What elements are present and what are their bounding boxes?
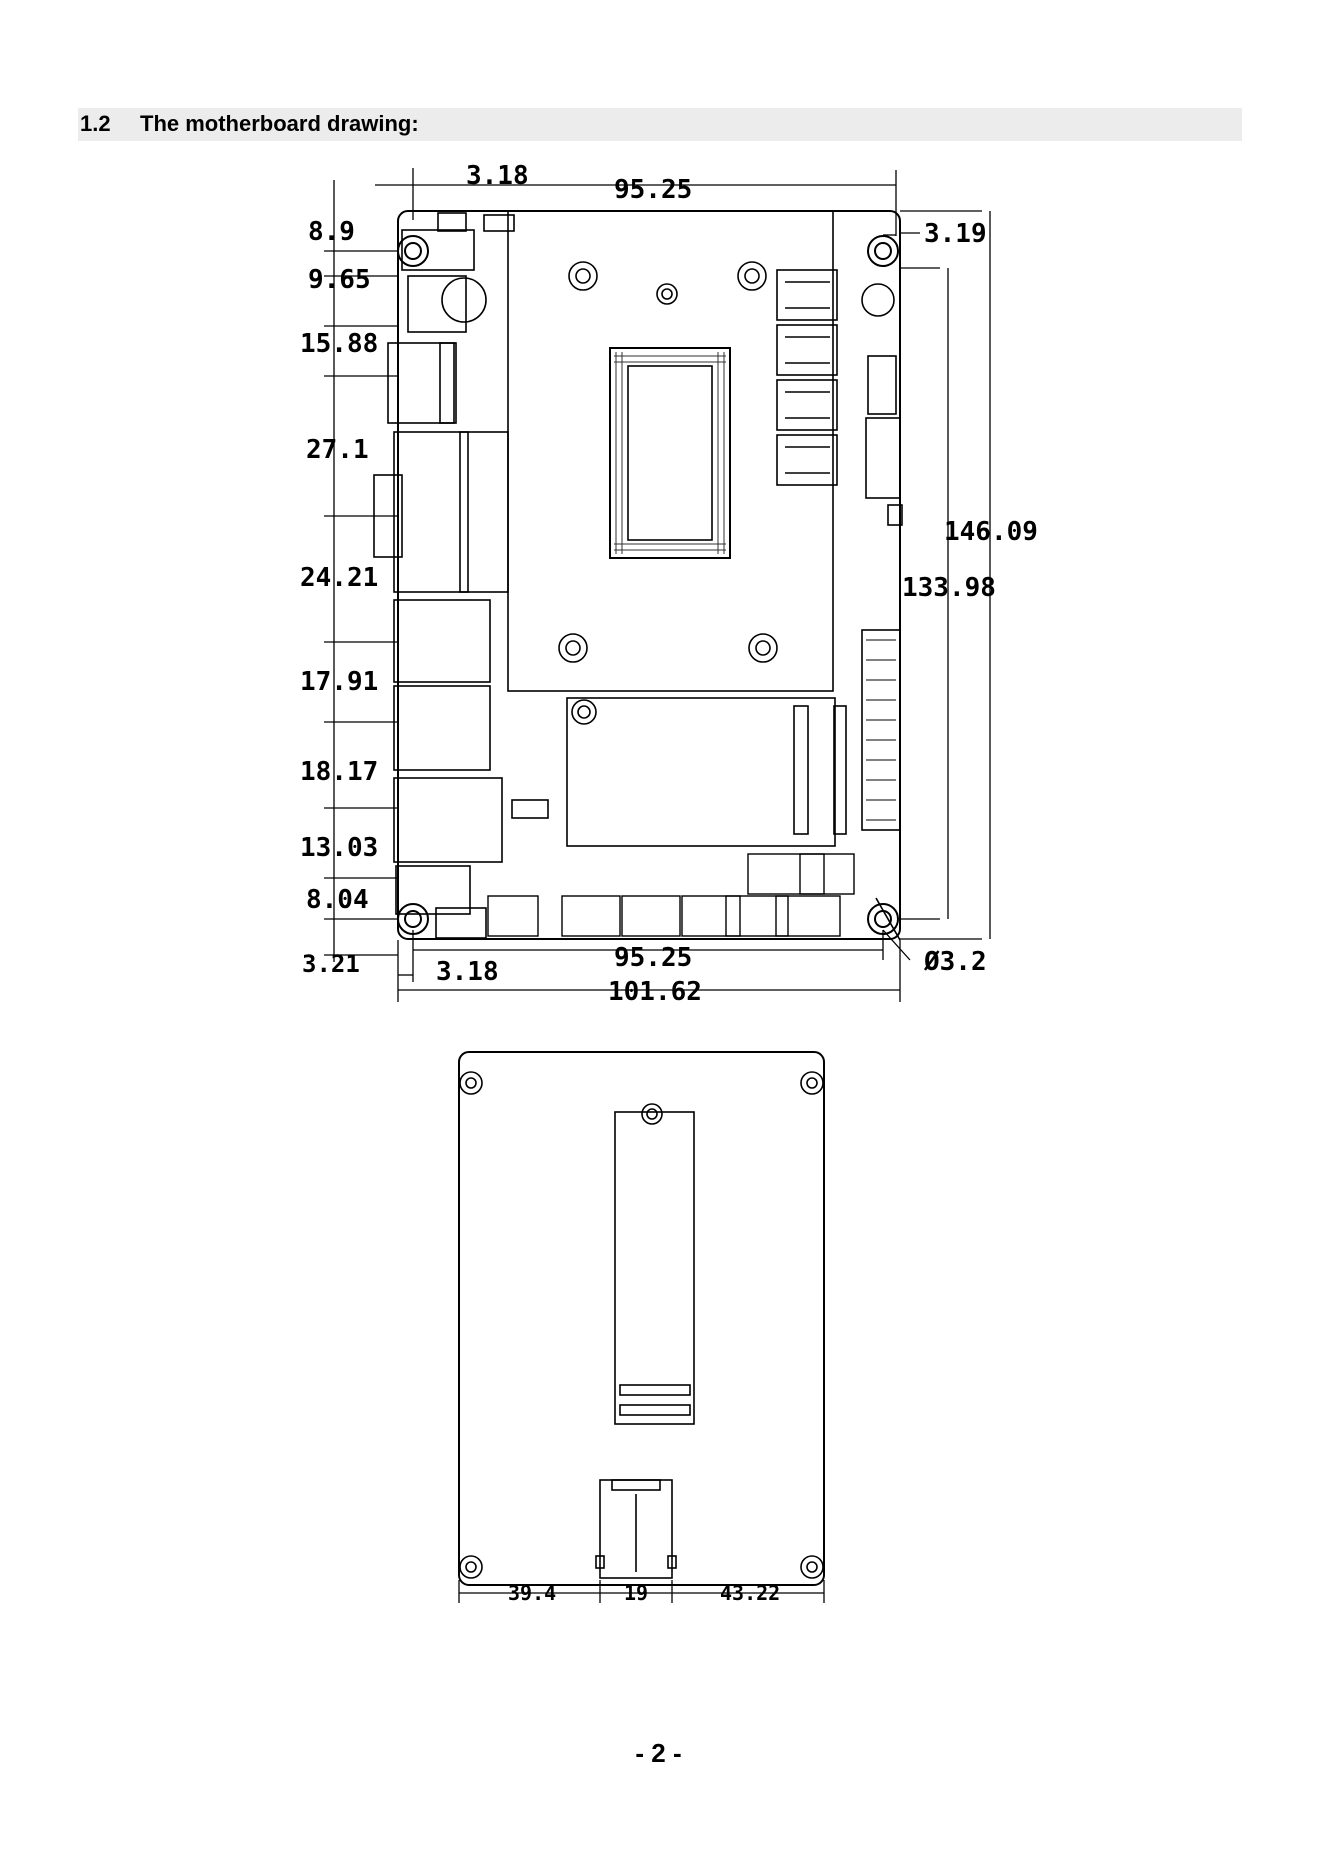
dim-height-inner: 133.98 <box>902 573 996 603</box>
dim-right-offset: 3.19 <box>924 219 987 249</box>
dim-left-5: 24.21 <box>300 563 379 593</box>
dim-left-4: 27.1 <box>306 435 369 465</box>
dim-left-7: 18.17 <box>300 757 379 787</box>
top-view-board <box>374 211 902 940</box>
dim-bottom-middle: 19 <box>624 1581 649 1605</box>
bottom-view-board <box>459 1052 824 1585</box>
dim-bottom-width: 95.25 <box>614 943 693 973</box>
dim-bottom-right: 43.22 <box>720 1581 781 1605</box>
dim-left-8: 13.03 <box>300 833 379 863</box>
dim-left-10: 3.21 <box>302 950 360 978</box>
dim-bottom-left: 39.4 <box>508 1581 557 1605</box>
dim-left-6: 17.91 <box>300 667 379 697</box>
bottom-view-dimension-labels <box>508 1581 780 1605</box>
dim-left-2: 9.65 <box>308 265 371 295</box>
dim-height-total: 146.09 <box>944 517 1038 547</box>
dim-top-offset: 3.18 <box>466 161 529 191</box>
top-view-dimension-labels <box>300 161 1038 1007</box>
dim-left-3: 15.88 <box>300 329 379 359</box>
dim-top-width: 95.25 <box>614 175 693 205</box>
section-title: The motherboard drawing: <box>140 111 419 136</box>
dim-hole-diameter: Ø3.2 <box>924 947 987 977</box>
dim-left-1: 8.9 <box>308 217 355 247</box>
page-number: - 2 - <box>635 1738 682 1768</box>
dim-total-width: 101.62 <box>608 977 702 1007</box>
dim-left-9: 8.04 <box>306 885 369 915</box>
section-number: 1.2 <box>80 111 111 136</box>
dim-bottom-offset: 3.18 <box>436 957 499 987</box>
